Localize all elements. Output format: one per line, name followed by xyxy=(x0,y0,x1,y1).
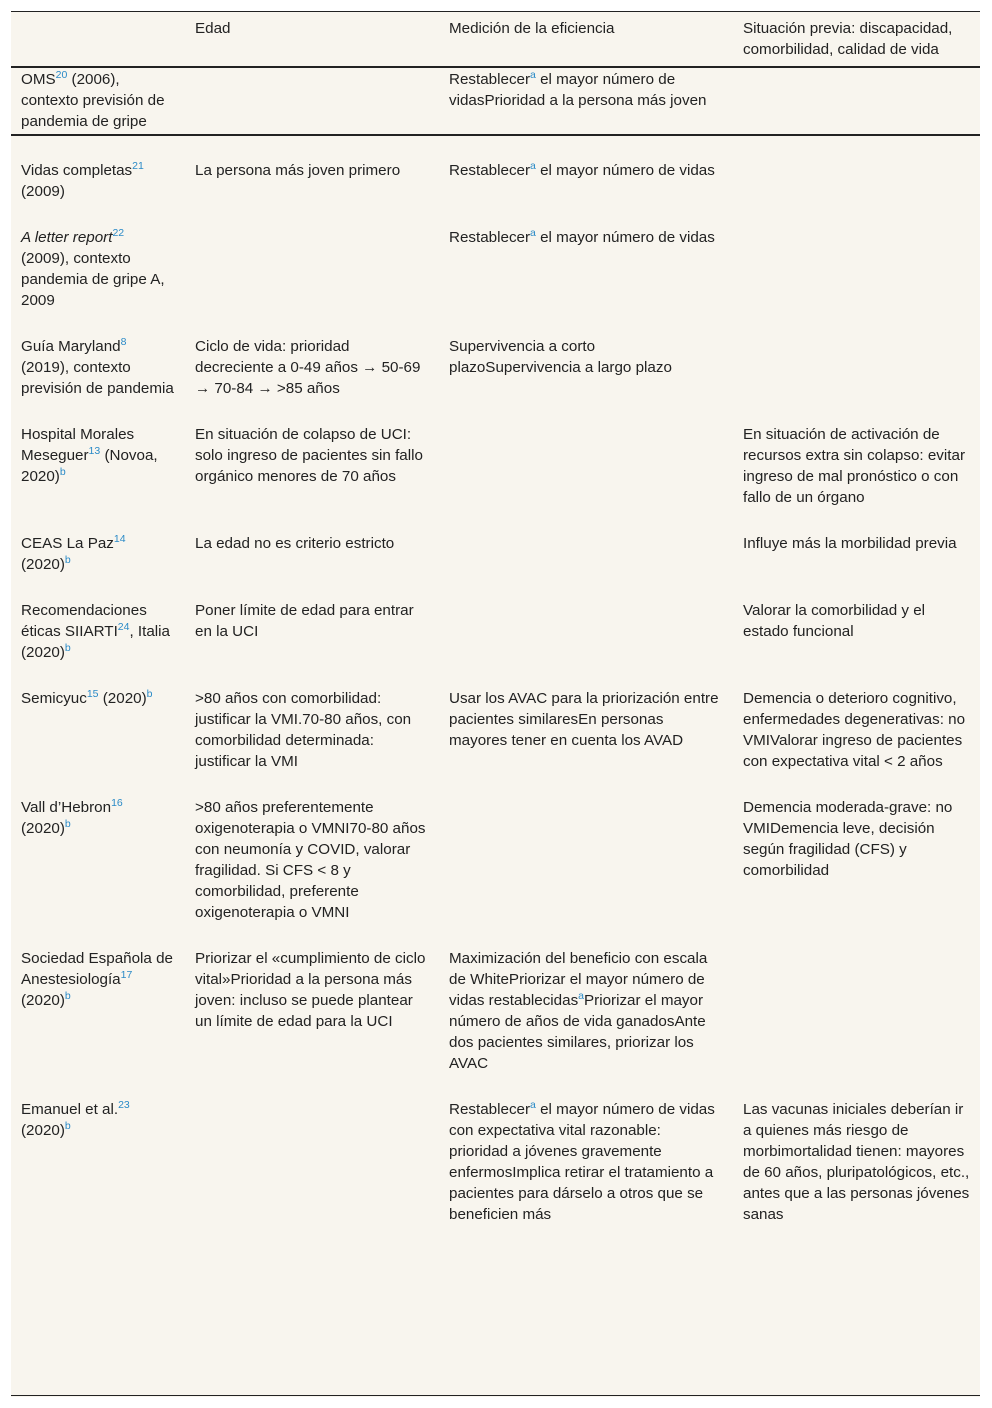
cell-text: Ciclo de vida: prioridad decreciente a 0-49 años → 50-69 → 70-84 → >85 años xyxy=(195,338,421,397)
source-detail: (Novoa, 2020) xyxy=(21,447,158,485)
cell-text: Las vacunas iniciales deberían ir a quienes más riesgo de morbimortalidad tienen: mayores de 60 años, pluripatológicos, etc., antes que a las personas jóvenes sanas xyxy=(743,1101,970,1223)
cell-prior-situation xyxy=(733,146,980,213)
cell-text: Restablecer xyxy=(449,162,531,179)
cell-source xyxy=(11,519,185,586)
cell-text: Supervivencia a corto plazoSupervivencia a largo plazo xyxy=(449,338,672,376)
reference-number: 21 xyxy=(132,159,144,172)
source-title: Recomendaciones éticas SIIARTI xyxy=(21,602,147,640)
cell-efficiency xyxy=(439,1085,733,1233)
header-prior-situation: Situación previa: discapacidad, comorbilidad, calidad de vida xyxy=(733,12,980,68)
cell-prior-situation xyxy=(733,410,980,519)
cell-efficiency xyxy=(439,586,733,674)
cell-age xyxy=(185,586,439,674)
source-detail: (2009), contexto pandemia de gripe A, 2009 xyxy=(21,250,165,309)
cell-source xyxy=(11,586,185,674)
footnote-marker: a xyxy=(530,1098,536,1111)
header-row xyxy=(11,12,980,68)
table-row xyxy=(11,519,980,586)
cell-text: Restablecer xyxy=(449,1101,531,1118)
cell-text: Priorizar el «cumplimiento de ciclo vital»Prioridad a la persona más joven: incluso se puede plantear un límite de edad para la UCI xyxy=(195,950,426,1030)
cell-source xyxy=(11,934,185,1085)
cell-age xyxy=(185,519,439,586)
table-container xyxy=(11,11,980,1397)
cell-efficiency xyxy=(439,322,733,410)
table-body xyxy=(11,67,980,1233)
source-title: Emanuel et al. xyxy=(21,1101,119,1118)
cell-text: Restablecer xyxy=(449,229,531,246)
cell-source xyxy=(11,783,185,934)
table-row xyxy=(11,674,980,783)
cell-age xyxy=(185,213,439,322)
cell-text: La persona más joven primero xyxy=(195,162,401,179)
cell-efficiency xyxy=(439,67,733,135)
table-row xyxy=(11,1085,980,1233)
footnote-marker: b xyxy=(64,817,71,830)
cell-source xyxy=(11,674,185,783)
cell-text: Restablecer xyxy=(449,71,531,88)
footnote-marker: a xyxy=(530,159,536,172)
footnote-marker: a xyxy=(530,68,536,81)
table-row xyxy=(11,322,980,410)
cell-prior-situation xyxy=(733,783,980,934)
header-efficiency: Medición de la eficiencia xyxy=(439,12,733,68)
cell-text: Usar los AVAC para la priorización entre pacientes similaresEn personas mayores tener en cuenta los AVAD xyxy=(449,690,719,749)
cell-source xyxy=(11,1085,185,1233)
reference-number: 23 xyxy=(118,1098,130,1111)
footnote-marker: a xyxy=(530,226,536,239)
cell-text: >80 años preferentemente oxigenoterapia o VMNI70-80 años con neumonía y COVID, valorar fragilidad. Si CFS < 8 y comorbilidad, preferente oxigenoterapia o VMNI xyxy=(195,799,426,921)
source-title: Sociedad Española de Anestesiología xyxy=(21,950,173,988)
cell-age xyxy=(185,67,439,135)
cell-source xyxy=(11,213,185,322)
footnote-marker: b xyxy=(64,553,71,566)
table-row xyxy=(11,67,980,135)
cell-prior-situation xyxy=(733,213,980,322)
footnote-marker: b xyxy=(64,989,71,1002)
cell-text: el mayor número de vidas xyxy=(535,229,715,246)
source-title: CEAS La Paz xyxy=(21,535,114,552)
table-header xyxy=(11,12,980,68)
reference-number: 8 xyxy=(120,335,127,348)
cell-text: Influye más la morbilidad previa xyxy=(743,535,957,552)
source-detail: (2009) xyxy=(21,183,65,200)
source-title: Vall d’Hebron xyxy=(21,799,112,816)
cell-prior-situation xyxy=(733,1085,980,1233)
cell-prior-situation xyxy=(733,674,980,783)
cell-efficiency xyxy=(439,674,733,783)
cell-source xyxy=(11,67,185,135)
table-row xyxy=(11,146,980,213)
header-source xyxy=(11,12,185,68)
cell-source xyxy=(11,146,185,213)
footnote-marker: b xyxy=(59,465,66,478)
cell-age xyxy=(185,674,439,783)
source-detail: (2020) xyxy=(21,1122,65,1139)
cell-age xyxy=(185,934,439,1085)
source-detail: (2020) xyxy=(21,992,65,1009)
cell-text: La edad no es criterio estricto xyxy=(195,535,395,552)
table-row xyxy=(11,213,980,322)
table-row xyxy=(11,783,980,934)
cell-efficiency xyxy=(439,783,733,934)
source-detail: (2019), contexto previsión de pandemia xyxy=(21,359,174,397)
reference-number: 14 xyxy=(113,532,126,545)
cell-text: Demencia o deterioro cognitivo, enfermedades degenerativas: no VMIValorar ingreso de pacientes con expectativa vital < 2 años xyxy=(743,690,966,770)
cell-text: Demencia moderada-grave: no VMIDemencia leve, decisión según fragilidad (CFS) y comorbilidad xyxy=(743,799,953,879)
cell-age xyxy=(185,322,439,410)
reference-number: 16 xyxy=(111,796,123,809)
source-detail: (2006), contexto previsión de pandemia de gripe xyxy=(21,71,165,130)
footnote-marker: b xyxy=(64,1119,71,1132)
source-title: Guía Maryland xyxy=(21,338,121,355)
reference-number: 17 xyxy=(120,968,133,981)
source-detail: (2020) xyxy=(98,690,147,707)
source-title: Hospital Morales Meseguer xyxy=(21,426,135,464)
reference-number: 24 xyxy=(117,620,130,633)
criteria-table xyxy=(11,11,980,1233)
table-row xyxy=(11,410,980,519)
footnote-marker: b xyxy=(146,687,153,700)
cell-prior-situation xyxy=(733,934,980,1085)
cell-efficiency xyxy=(439,410,733,519)
source-title: Vidas completas xyxy=(21,162,133,179)
cell-text: Poner límite de edad para entrar en la UCI xyxy=(195,602,414,640)
footnote-marker: a xyxy=(578,989,585,1002)
cell-text: En situación de colapso de UCI: solo ingreso de pacientes sin fallo orgánico menores de 70 años xyxy=(195,426,423,485)
cell-efficiency xyxy=(439,519,733,586)
cell-prior-situation xyxy=(733,586,980,674)
source-title: OMS xyxy=(21,71,56,88)
table-row xyxy=(11,586,980,674)
cell-text: En situación de activación de recursos extra sin colapso: evitar ingreso de mal pronóstico o con fallo de un órgano xyxy=(743,426,965,506)
cell-text: el mayor número de vidas xyxy=(535,162,715,179)
cell-text: Priorizar el mayor número de años de vida ganadosAnte dos pacientes similares, priorizar los AVAC xyxy=(449,992,706,1072)
reference-number: 13 xyxy=(88,444,101,457)
cell-age xyxy=(185,146,439,213)
cell-age xyxy=(185,1085,439,1233)
row-spacer xyxy=(11,135,980,146)
cell-text: Maximización del beneficio con escala de WhitePriorizar el mayor número de vidas restablecidas xyxy=(449,950,708,1009)
cell-source xyxy=(11,322,185,410)
cell-prior-situation xyxy=(733,67,980,135)
cell-age xyxy=(185,783,439,934)
cell-age xyxy=(185,410,439,519)
cell-efficiency xyxy=(439,213,733,322)
cell-text: el mayor número de vidas con expectativa vital razonable: prioridad a jóvenes gravemente enfermosImplica retirar el tratamiento a pacientes para dárselo a otros que se beneficien más xyxy=(449,1101,715,1223)
source-detail: , Italia (2020) xyxy=(21,623,171,661)
source-title: Semicyuc xyxy=(21,690,87,707)
bottom-rule xyxy=(11,1395,980,1396)
source-title: A letter report xyxy=(21,229,113,246)
cell-text: el mayor número de vidasPrioridad a la persona más joven xyxy=(449,71,707,109)
footnote-marker: b xyxy=(64,641,71,654)
spacer-cell xyxy=(11,135,980,146)
reference-number: 22 xyxy=(112,226,125,239)
cell-text: Valorar la comorbilidad y el estado funcional xyxy=(743,602,926,640)
source-detail: (2020) xyxy=(21,820,65,837)
reference-number: 15 xyxy=(86,687,99,700)
reference-number: 20 xyxy=(55,68,68,81)
cell-prior-situation xyxy=(733,322,980,410)
cell-text: >80 años con comorbilidad: justificar la VMI.70-80 años, con comorbilidad determinada: justificar la VMI xyxy=(195,690,412,770)
source-detail: (2020) xyxy=(21,556,65,573)
cell-efficiency xyxy=(439,146,733,213)
header-age: Edad xyxy=(185,12,439,68)
cell-prior-situation xyxy=(733,519,980,586)
cell-source xyxy=(11,410,185,519)
table-row xyxy=(11,934,980,1085)
cell-efficiency xyxy=(439,934,733,1085)
